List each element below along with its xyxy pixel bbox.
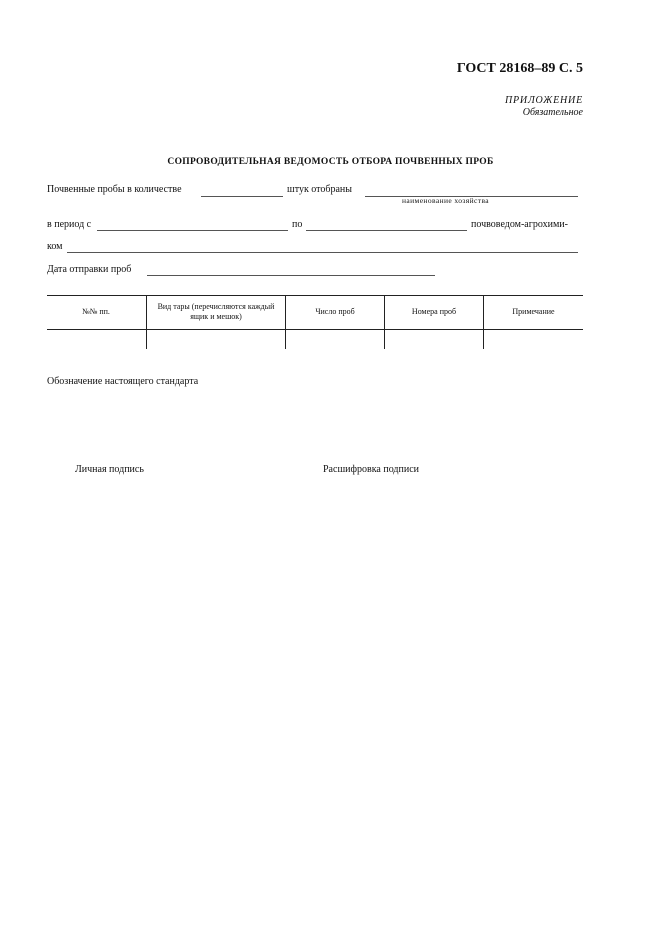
column-header-note: Примечание xyxy=(512,307,555,316)
standard-designation-label: Обозначение настоящего стандарта xyxy=(47,376,199,387)
table-header-rule xyxy=(47,329,583,330)
column-header-sample-numbers: Номера проб xyxy=(411,307,457,316)
farm-name-caption: наименование хозяйства xyxy=(402,196,490,205)
form-title: СОПРОВОДИТЕЛЬНАЯ ВЕДОМОСТЬ ОТБОРА ПОЧВЕННЫХ ПРОБ xyxy=(167,157,494,167)
period-to-field[interactable] xyxy=(306,230,467,231)
agrochemist-name-field[interactable] xyxy=(67,252,578,253)
document-header: ГОСТ 28168–89 С. 5 xyxy=(456,61,583,76)
soil-scientist-label: почвоведом-агрохими- xyxy=(471,219,568,230)
appendix-label: ПРИЛОЖЕНИЕ xyxy=(505,95,583,106)
table-column-divider xyxy=(146,295,147,349)
period-from-label: в период с xyxy=(47,219,92,230)
period-to-label: по xyxy=(292,219,303,230)
collected-label: штук отобраны xyxy=(287,184,352,195)
column-header-container-type: Вид тары (перечисляются каждый ящик и мешок) xyxy=(157,302,275,321)
agrochemist-label: ком xyxy=(47,241,63,252)
signature-decode-label: Расшифровка подписи xyxy=(323,464,419,475)
period-from-field[interactable] xyxy=(97,230,288,231)
appendix-status: Обязательное xyxy=(522,107,583,118)
column-header-number: №№ пп. xyxy=(82,307,110,316)
signature-label: Личная подпись xyxy=(75,464,144,475)
samples-table xyxy=(47,295,583,349)
samples-quantity-label: Почвенные пробы в количестве xyxy=(47,184,182,195)
shipping-date-label: Дата отправки проб xyxy=(47,264,132,275)
shipping-date-field[interactable] xyxy=(147,275,435,276)
samples-quantity-field[interactable] xyxy=(201,196,283,197)
column-header-sample-count: Число проб xyxy=(315,307,355,316)
